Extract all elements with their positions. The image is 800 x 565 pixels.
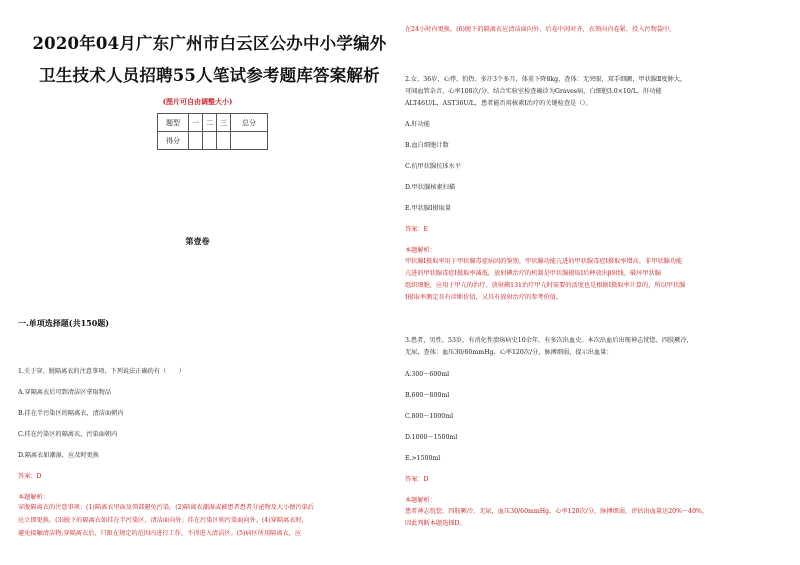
q2-analysis-line: 亢进的甲状腺毒症I摄取率减低。放射碘治疗的机制是甲状腺摄取I后释放出β射线，破坏甲状腺 (405, 270, 661, 277)
q1-analysis-title: 本题解析： (18, 494, 49, 501)
q3-option-d: D.1000～1500ml (405, 434, 458, 441)
q2-answer: 答案：E (405, 226, 429, 233)
right-column (400, 0, 800, 565)
q3-analysis-title: 本题解析： (405, 497, 436, 504)
image-note: (图片可自由调整大小) (162, 97, 233, 106)
section-heading: 一.单项选择题(共150题) (18, 318, 110, 328)
q1-option-b: B.挂在半污染区的隔离衣，清洁面朝内 (18, 410, 124, 417)
q2-analysis-title: 本题解析： (405, 247, 436, 254)
q3-analysis-line: 患者神志恍惚、四肢厥冷、无尿，血压30/60mmHg，心率120次/分，脉搏细弱，评估出血量达20%～40%， (405, 508, 709, 515)
q1-analysis-line: 避免接触清洁物;穿隔离衣后，只限在规定的范围内进行工作，不得进入清洁区。(5)病区所用隔离衣，应 (18, 530, 302, 537)
q2-stem-line: 2.女，36岁，心悸、怕热、多汗3个多月，体重下降8kg，查体：无突眼，双手细颤，甲状腺Ⅱ度肿大， (405, 76, 687, 83)
score-cell: 三 (217, 114, 231, 132)
q2-option-c: C.抗甲状腺抗体水平 (405, 163, 461, 170)
q1-analysis-line: 穿脱隔离衣的注意事项：(1)隔离衣里面及领部避免污染。(2)隔离衣潮湿或被患者患者分泌物及大小便污染后 (18, 504, 314, 511)
score-cell: 题型 (158, 114, 189, 132)
score-cell: 二 (203, 114, 217, 132)
q2-analysis-line: 甲状腺I摄取率用于甲状腺毒症病因的鉴别，甲状腺功能亢进的甲状腺毒症I摄取率增高，非甲状腺功能 (405, 258, 683, 265)
score-table-row (158, 132, 268, 150)
q2-analysis-line: I摄取率测定具有诊断价值，又具有放射治疗的参考价值。 (405, 294, 563, 301)
q2-option-a: A.肝功能 (405, 121, 430, 128)
q1-option-a: A.穿隔离衣后可到清洁区拿取物品 (18, 389, 112, 396)
q2-stem-line: ALT46U/L，AST36U/L，患者能否用核素I治疗的关键检查是（）。 (405, 100, 592, 107)
q2-stem-line: 可闻血管杂音，心率108次/分，结合实验室检查确诊为Graves病，白细胞3.0×10/L，肝功能 (405, 88, 662, 95)
left-column (0, 0, 395, 565)
score-table-row (158, 114, 268, 132)
q3-option-a: A.300～600ml (405, 371, 450, 378)
doc-title-line2: 卫生技术人员招聘55人笔试参考题库答案解析 (39, 66, 380, 85)
q3-option-e: E.>1500ml (405, 455, 441, 462)
q2-option-d: D.甲状腺核素扫描 (405, 184, 456, 191)
score-table (157, 113, 268, 150)
q3-option-c: C.800～1000ml (405, 413, 454, 420)
score-cell: 总分 (231, 114, 268, 132)
score-cell (189, 132, 203, 150)
doc-title-line1: 2020年04月广东广州市白云区公办中小学编外 (32, 34, 387, 53)
q3-option-b: B.600～800ml (405, 392, 450, 399)
score-cell: 一 (189, 114, 203, 132)
score-cell (217, 132, 231, 150)
score-cell (231, 132, 268, 150)
q3-answer: 答案：D (405, 476, 429, 483)
q2-option-b: B.血白细胞计数 (405, 142, 449, 149)
q3-stem-line: 无尿，查体：血压30/60mmHg，心率120次/分，脉搏细弱，提示出血量： (405, 349, 613, 356)
q1-analysis-line: 应立即更换。(3)脱下的隔离衣如挂在半污染区，清洁面向外；挂在污染区则污染面向外。(4)穿隔离衣时， (18, 517, 308, 524)
q2-option-e: E.甲状腺I摄取量 (405, 205, 452, 212)
q1-option-d: D.隔离衣如潮湿，应及时更换 (18, 452, 99, 459)
q1-stem: 1.关于穿、脱隔离衣的注意事项，下列说法正确的有（ ） (18, 368, 185, 375)
q3-analysis-line: 因此判断本题选择D。 (405, 520, 466, 527)
q2-analysis-line: 组织细胞，应用于甲亢的治疗。放射碘131治疗甲亢时需要的活度也是根据I摄取率计算的，所以甲状腺 (405, 282, 686, 289)
score-cell (203, 132, 217, 150)
q3-stem-line: 3.患者，男性，53岁，有消化性溃疡病史10余年，有多次出血史。本次出血后出现神志恍惚、四肢厥冷， (405, 337, 693, 344)
q1-analysis-continued: 在24小时内更换。(6)脱下的隔离衣应清洁面向外，后卷中间对齐，衣领向内卷紧，投入污物袋中。 (405, 26, 676, 33)
score-cell: 得分 (158, 132, 189, 150)
q1-answer: 答案：D (18, 473, 42, 480)
volume-heading: 第壹卷 (185, 236, 210, 246)
q1-option-c: C.挂在污染区的隔离衣，污染面朝内 (18, 431, 118, 438)
